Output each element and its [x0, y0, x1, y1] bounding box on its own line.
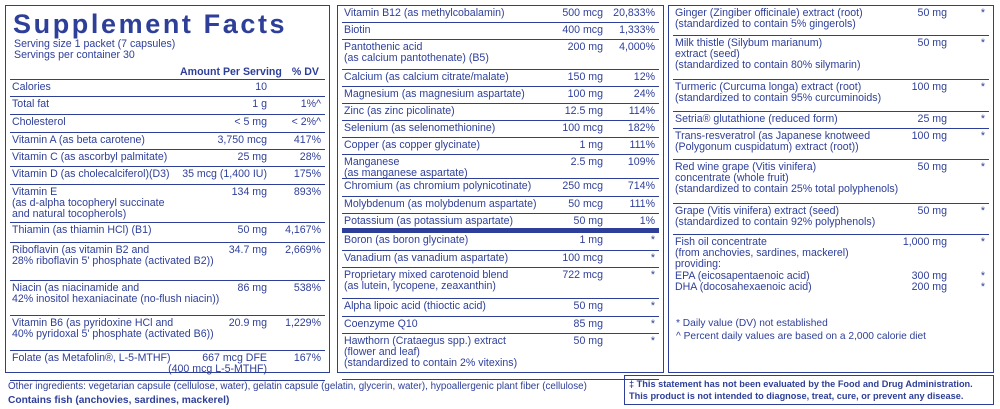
nutrient-dv: *	[980, 81, 985, 93]
nutrient-dv: *	[650, 318, 655, 330]
nutrient-dv: 1%	[639, 215, 655, 227]
nutrient-dv: 114%	[628, 105, 655, 117]
nutrient-dv: 28%	[299, 151, 321, 163]
nutrient-amount: 1 g	[252, 98, 267, 110]
nutrient-name: Pantothenic acid (as calcium pantothenate) (B5)	[344, 41, 489, 65]
nutrient-dv: *	[980, 205, 985, 217]
nutrient-amount: 150 mg	[567, 71, 603, 83]
nutrient-amount: 50 mg	[917, 205, 947, 217]
nutrient-row	[673, 235, 989, 315]
nutrient-row	[342, 233, 659, 251]
nutrient-list-1	[6, 80, 329, 381]
nutrient-row	[342, 251, 659, 268]
nutrient-dv: 182%	[627, 122, 655, 134]
nutrient-name: Vitamin B6 (as pyridoxine HCl and 40% pyridoxal 5' phosphate (activated B6))	[12, 317, 214, 341]
nutrient-row	[673, 80, 989, 112]
nutrient-name: Vitamin B12 (as methylcobalamin)	[344, 7, 505, 19]
nutrient-dv: *	[980, 7, 985, 19]
nutrient-dv: *	[980, 130, 985, 142]
nutrient-amount: 50 mg	[573, 335, 603, 347]
nutrient-amount: 250 mcg	[562, 180, 603, 192]
nutrient-row	[342, 317, 659, 334]
nutrient-row	[342, 334, 659, 380]
nutrient-amount: 100 mcg	[562, 252, 603, 264]
nutrient-row	[10, 133, 325, 150]
nutrient-row	[10, 97, 325, 115]
nutrient-dv: 175%	[293, 168, 321, 180]
nutrient-name: Calories	[12, 81, 51, 93]
nutrient-dv: 111%	[629, 139, 655, 151]
nutrient-amount: 34.7 mg	[228, 244, 267, 256]
nutrient-name: Proprietary mixed carotenoid blend (as lutein, lycopene, zeaxanthin)	[344, 269, 509, 293]
nutrient-row	[342, 197, 659, 214]
nutrient-dv: 167%	[293, 352, 321, 364]
nutrient-amount: 500 mcg	[562, 7, 603, 19]
nutrient-name: Turmeric (Curcuma longa) extract (root) (standardized to contain 95% curcuminoids)	[675, 81, 882, 105]
nutrient-amount: 2.5 mg	[570, 156, 603, 168]
nutrient-dv: *	[650, 252, 655, 264]
nutrient-dv: *	[650, 269, 655, 281]
nutrient-dv: 4,000%	[619, 41, 655, 53]
nutrient-name: Thiamin (as thiamin HCl) (B1)	[12, 224, 152, 236]
nutrient-row	[10, 80, 325, 97]
nutrient-dv: 714%	[627, 180, 655, 192]
nutrient-name: Vitamin D (as cholecalciferol)(D3)	[12, 168, 170, 180]
nutrient-name: Manganese (as manganese aspartate)	[344, 156, 468, 180]
nutrient-name: Calcium (as calcium citrate/malate)	[344, 71, 509, 83]
nutrient-dv: 538%	[293, 282, 321, 294]
nutrient-amount: 50 mg	[573, 300, 603, 312]
nutrient-amount: 50 mg	[917, 7, 947, 19]
nutrient-amount: 100 mg	[911, 130, 947, 142]
nutrient-amount: 10	[255, 81, 267, 93]
nutrient-amount: 1 mg	[579, 234, 603, 246]
nutrient-name: Red wine grape (Vitis vinifera) concentrate (whole fruit) (standardized to contain 25% total polyphenols)	[675, 161, 899, 196]
nutrient-amount: 50 mcg	[568, 198, 603, 210]
nutrient-name: Fish oil concentrate (from anchovies, sardines, mackerel) providing: EPA (eicosapentaenoic acid) DHA (docosahexaenoic acid)	[675, 236, 849, 293]
nutrient-amount: 50 mg	[917, 161, 947, 173]
servings-per-container: Servings per container 30	[14, 49, 135, 61]
nutrient-amount: 100 mg	[567, 88, 603, 100]
nutrient-dv: 109%	[627, 156, 655, 168]
nutrient-amount: 12.5 mg	[564, 105, 603, 117]
nutrient-row	[673, 36, 989, 80]
nutrient-amount: 3,750 mcg	[217, 134, 267, 146]
nutrient-dv: *	[980, 161, 985, 173]
nutrient-dv: * * *	[980, 236, 985, 293]
nutrient-dv: 4,167%	[285, 224, 321, 236]
nutrient-row	[10, 351, 325, 381]
footnotes	[673, 317, 989, 343]
nutrient-dv: *	[650, 234, 655, 246]
nutrient-row	[342, 299, 659, 317]
nutrient-name: Ginger (Zingiber officinale) extract (root) (standardized to contain 5% gingerols)	[675, 7, 863, 31]
nutrient-row	[342, 6, 659, 23]
nutrient-dv: 20,833%	[613, 7, 655, 19]
nutrient-name: Vitamin E (as d-alpha tocopheryl succinate and natural tocopherols)	[12, 186, 165, 221]
nutrient-dv: 893%	[293, 186, 321, 198]
nutrient-row	[342, 23, 659, 40]
nutrient-amount: 1,000 mg 300 mg 200 mg	[902, 236, 947, 293]
nutrient-name: Vanadium (as vanadium aspartate)	[344, 252, 509, 264]
nutrient-row	[342, 179, 659, 197]
nutrient-row	[342, 70, 659, 87]
footnote-percent: ^ Percent daily values are based on a 2,000 calorie diet	[676, 331, 927, 342]
nutrient-name: Cholesterol	[12, 116, 66, 128]
nutrient-dv: 12%	[633, 71, 655, 83]
nutrient-name: Vitamin A (as beta carotene)	[12, 134, 145, 146]
nutrient-name: Hawthorn (Crataegus spp.) extract (flower and leaf) (standardized to contain 2% vitexins)	[344, 335, 518, 370]
nutrient-name: Alpha lipoic acid (thioctic acid)	[344, 300, 486, 312]
nutrient-name: Milk thistle (Silybum marianum) extract (seed) (standardized to contain 80% silymarin)	[675, 37, 861, 72]
allergen-statement: Contains fish (anchovies, sardines, mackerel)	[8, 395, 230, 406]
nutrient-dv: 1%^	[300, 98, 321, 110]
nutrient-list-3	[669, 6, 993, 315]
nutrient-dv: *	[980, 113, 985, 125]
nutrient-name: Molybdenum (as molybdenum aspartate)	[344, 198, 537, 210]
nutrient-row	[673, 112, 989, 129]
nutrient-name: Magnesium (as magnesium aspartate)	[344, 88, 525, 100]
nutrient-dv: 24%	[633, 88, 655, 100]
nutrient-row	[342, 138, 659, 155]
nutrient-name: Zinc (as zinc picolinate)	[344, 105, 455, 117]
page-title: Supplement Facts	[13, 9, 288, 39]
nutrient-row	[10, 167, 325, 185]
nutrient-amount: 85 mg	[573, 318, 603, 330]
nutrient-dv: 1,229%	[285, 317, 321, 329]
nutrient-amount: < 5 mg	[234, 116, 267, 128]
nutrient-amount: 200 mg	[567, 41, 603, 53]
nutrient-amount: 100 mg	[911, 81, 947, 93]
nutrient-row	[673, 6, 989, 36]
nutrient-amount: 25 mg	[237, 151, 267, 163]
nutrient-dv: 2,669%	[285, 244, 321, 256]
nutrient-dv: 1,333%	[619, 24, 655, 36]
nutrient-amount: 50 mg	[237, 224, 267, 236]
nutrient-amount: 25 mg	[917, 113, 947, 125]
nutrient-amount: 50 mg	[917, 37, 947, 49]
nutrient-row	[10, 223, 325, 243]
nutrient-dv: 417%	[293, 134, 321, 146]
nutrient-row	[673, 204, 989, 235]
amount-header: Amount Per Serving	[180, 66, 282, 78]
nutrient-name: Setria® glutathione (reduced form)	[675, 113, 838, 125]
nutrient-amount: 35 mcg (1,400 IU)	[182, 168, 267, 180]
nutrient-name: Trans-resveratrol (as Japanese knotweed (Polygonum cuspidatum) extract (root))	[675, 130, 871, 154]
nutrient-list-2	[338, 6, 663, 380]
nutrient-row	[342, 104, 659, 121]
nutrient-amount: 20.9 mg	[228, 317, 267, 329]
nutrient-row	[10, 316, 325, 351]
nutrient-row	[342, 87, 659, 104]
other-ingredients: Other ingredients: vegetarian capsule (cellulose, water), gelatin capsule (gelatin, glycerin, water), hypoallergenic plant fiber (cellulose)	[8, 381, 587, 392]
nutrient-name: Copper (as copper glycinate)	[344, 139, 481, 151]
nutrient-row	[10, 185, 325, 223]
nutrient-row	[342, 121, 659, 138]
nutrient-dv: *	[650, 300, 655, 312]
nutrient-amount: 100 mcg	[562, 122, 603, 134]
nutrient-name: Potassium (as potassium aspartate)	[344, 215, 513, 227]
nutrient-row	[10, 115, 325, 133]
fda-disclaimer: ‡ This statement has not been evaluated by the Food and Drug Administration. This product is not intended to diagnose, treat, cure, or prevent any disease.	[624, 375, 994, 405]
nutrient-row	[342, 155, 659, 179]
nutrient-name: Biotin	[344, 24, 371, 36]
nutrient-amount: 400 mcg	[562, 24, 603, 36]
nutrient-amount: 722 mcg	[562, 269, 603, 281]
dv-header: % DV	[291, 66, 319, 78]
nutrient-name: Boron (as boron glycinate)	[344, 234, 469, 246]
nutrient-amount: 1 mg	[579, 139, 603, 151]
nutrient-row	[342, 214, 659, 233]
nutrient-amount: 86 mg	[237, 282, 267, 294]
nutrient-dv: 111%	[629, 198, 655, 210]
serving-size: Serving size 1 packet (7 capsules)	[14, 38, 176, 50]
nutrient-row	[342, 268, 659, 299]
column-header	[10, 66, 325, 80]
nutrient-dv: < 2%^	[291, 116, 321, 128]
nutrient-amount: 667 mcg DFE (400 mcg L-5-MTHF)	[168, 352, 267, 376]
nutrient-name: Vitamin C (as ascorbyl palmitate)	[12, 151, 168, 163]
nutrient-dv: *	[650, 335, 655, 347]
nutrient-dv: *	[980, 37, 985, 49]
nutrient-name: Folate (as Metafolin®, L-5-MTHF)	[12, 352, 171, 364]
nutrient-name: Grape (Vitis vinifera) extract (seed) (standardized to contain 92% polyphenols)	[675, 205, 876, 229]
nutrient-name: Coenzyme Q10	[344, 318, 418, 330]
nutrient-row	[673, 129, 989, 160]
footnote-dv: * Daily value (DV) not established	[676, 318, 828, 329]
nutrient-row	[10, 243, 325, 281]
facts-column-1	[5, 5, 330, 376]
nutrient-row	[10, 150, 325, 167]
facts-column-3	[668, 5, 994, 373]
nutrient-amount: 50 mg	[573, 215, 603, 227]
nutrient-amount: 134 mg	[231, 186, 267, 198]
nutrient-name: Riboflavin (as vitamin B2 and 28% riboflavin 5' phosphate (activated B2))	[12, 244, 214, 268]
nutrient-name: Total fat	[12, 98, 50, 110]
nutrient-row	[673, 160, 989, 204]
nutrient-name: Niacin (as niacinamide and 42% inositol hexaniacinate (no-flush niacin))	[12, 282, 220, 306]
nutrient-name: Chromium (as chromium polynicotinate)	[344, 180, 532, 192]
nutrient-name: Selenium (as selenomethionine)	[344, 122, 496, 134]
nutrient-row	[342, 40, 659, 70]
nutrient-row	[10, 281, 325, 316]
facts-column-2	[337, 5, 664, 373]
